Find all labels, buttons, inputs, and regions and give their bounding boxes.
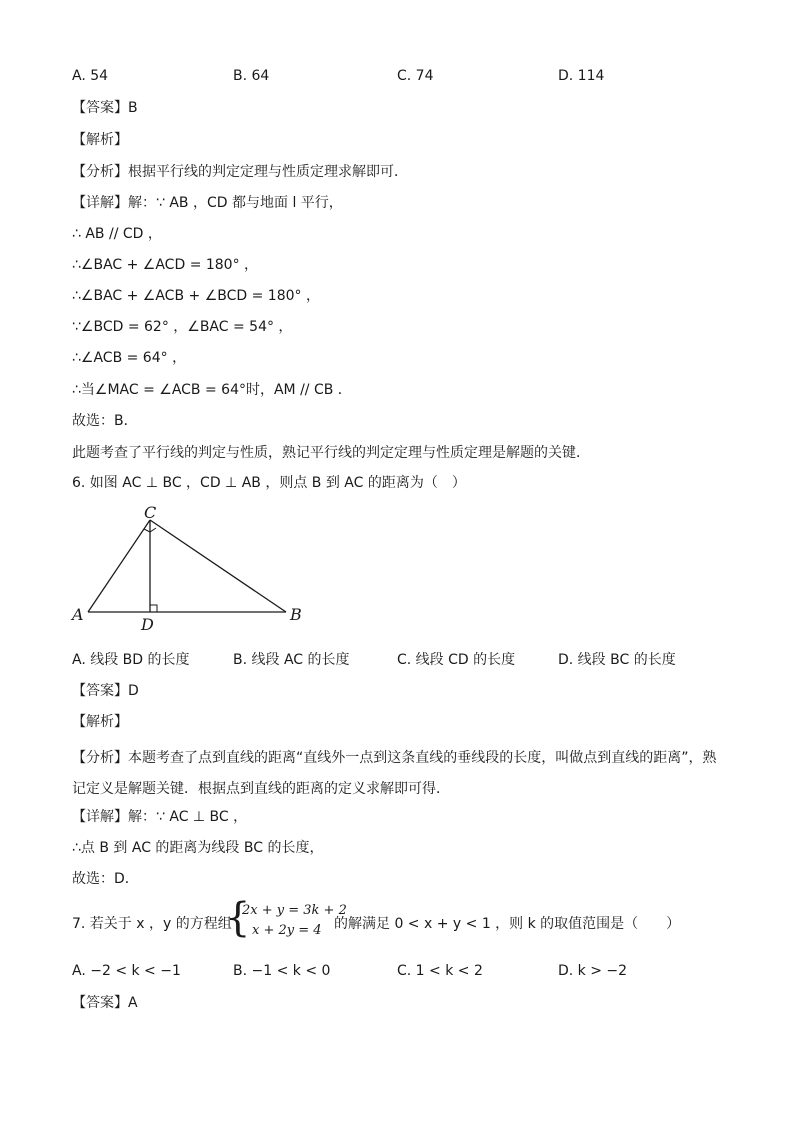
- q6-fenxi: [72, 743, 722, 805]
- detail-tag: 【详解】: [72, 195, 128, 211]
- q7-option-d: D. k > −2: [558, 963, 628, 979]
- q5-detail-line-1: ∴ AB // CD ，: [72, 226, 162, 242]
- label-c: C: [144, 503, 157, 522]
- q6-option-d: D. 线段 BC 的长度: [558, 652, 676, 668]
- label-a: A: [72, 605, 84, 624]
- answer-value: B: [128, 100, 138, 116]
- q7-question-pre: 7. 若关于 x ，y 的方程组: [72, 916, 232, 932]
- answer-value: A: [128, 995, 138, 1011]
- equation-2: x + 2y = 4: [252, 923, 322, 938]
- q5-detail-line-4: ∵∠BCD = 62° ，∠BAC = 54° ，: [72, 319, 293, 335]
- equation-system: [242, 901, 347, 941]
- q5-option-d: D. 114: [558, 68, 605, 84]
- q7-answer: [72, 993, 138, 1013]
- right-angle-mark-d: [150, 605, 157, 612]
- answer-value: D: [128, 683, 139, 699]
- label-b: B: [290, 605, 302, 624]
- detail-text: 解：∵ AC ⊥ BC ，: [128, 809, 248, 825]
- side-ac: [88, 520, 150, 612]
- q5-detail-line-6: ∴当∠MAC = ∠ACB = 64°时，AM // CB ．: [72, 382, 352, 398]
- side-bc: [150, 520, 286, 612]
- q5-detail-line-5: ∴∠ACB = 64° ，: [72, 350, 187, 366]
- q6-detail-line-2: 故选：D．: [72, 871, 139, 887]
- q6-analysis-tag: 【解析】: [72, 714, 128, 730]
- q6-option-c: C. 线段 CD 的长度: [397, 652, 516, 668]
- fenxi-tag: 【分析】: [72, 750, 128, 766]
- q6-triangle-figure: [68, 502, 328, 632]
- q6-detail-line-1: ∴点 B 到 AC 的距离为线段 BC 的长度，: [72, 840, 324, 856]
- answer-tag: 【答案】: [72, 683, 128, 699]
- q5-detail-line-0: [72, 193, 343, 213]
- q5-detail-line-3: ∴∠BAC + ∠ACB + ∠BCD = 180° ，: [72, 288, 320, 304]
- q5-detail-line-8: 此题考查了平行线的判定与性质，熟记平行线的判定定理与性质定理是解题的关键．: [72, 445, 590, 461]
- q5-detail-line-2: ∴∠BAC + ∠ACD = 180° ，: [72, 257, 259, 273]
- q7-option-c: C. 1 < k < 2: [397, 963, 483, 979]
- q7-option-a: A. −2 < k < −1: [72, 963, 181, 979]
- q6-option-a: A. 线段 BD 的长度: [72, 652, 190, 668]
- q6-detail-line-0: [72, 807, 247, 827]
- detail-text: 解：∵ AB ，CD 都与地面 l 平行，: [128, 195, 343, 211]
- q5-detail-line-7: 故选：B．: [72, 413, 138, 429]
- system-brace: {: [225, 895, 251, 941]
- q5-option-b: B. 64: [233, 68, 270, 84]
- label-d: D: [141, 615, 154, 632]
- q6-answer: [72, 681, 139, 701]
- detail-tag: 【详解】: [72, 809, 128, 825]
- fenxi-text: 本题考查了点到直线的距离“直线外一点到这条直线的垂线段的长度，叫做点到直线的距离”，熟记定义是解题关键．根据点到直线的距离的定义求解即可得．: [72, 750, 717, 797]
- fenxi-text: 根据平行线的判定定理与性质定理求解即可．: [128, 164, 408, 180]
- q5-analysis-tag: 【解析】: [72, 132, 128, 148]
- fenxi-tag: 【分析】: [72, 164, 128, 180]
- q7-option-b: B. −1 < k < 0: [233, 963, 331, 979]
- q5-option-a: A. 54: [72, 68, 109, 84]
- q7-question-post: 的解满足 0 < x + y < 1 ，则 k 的取值范围是（ ）: [334, 916, 681, 932]
- q5-fenxi: [72, 162, 408, 182]
- answer-tag: 【答案】: [72, 995, 128, 1011]
- q6-option-b: B. 线段 AC 的长度: [233, 652, 350, 668]
- answer-tag: 【答案】: [72, 100, 128, 116]
- equation-1: 2x + y = 3k + 2: [242, 903, 347, 918]
- q6-question: 6. 如图 AC ⊥ BC ，CD ⊥ AB ，则点 B 到 AC 的距离为（ ）: [72, 475, 466, 491]
- q5-answer: [72, 98, 138, 118]
- q5-option-c: C. 74: [397, 68, 434, 84]
